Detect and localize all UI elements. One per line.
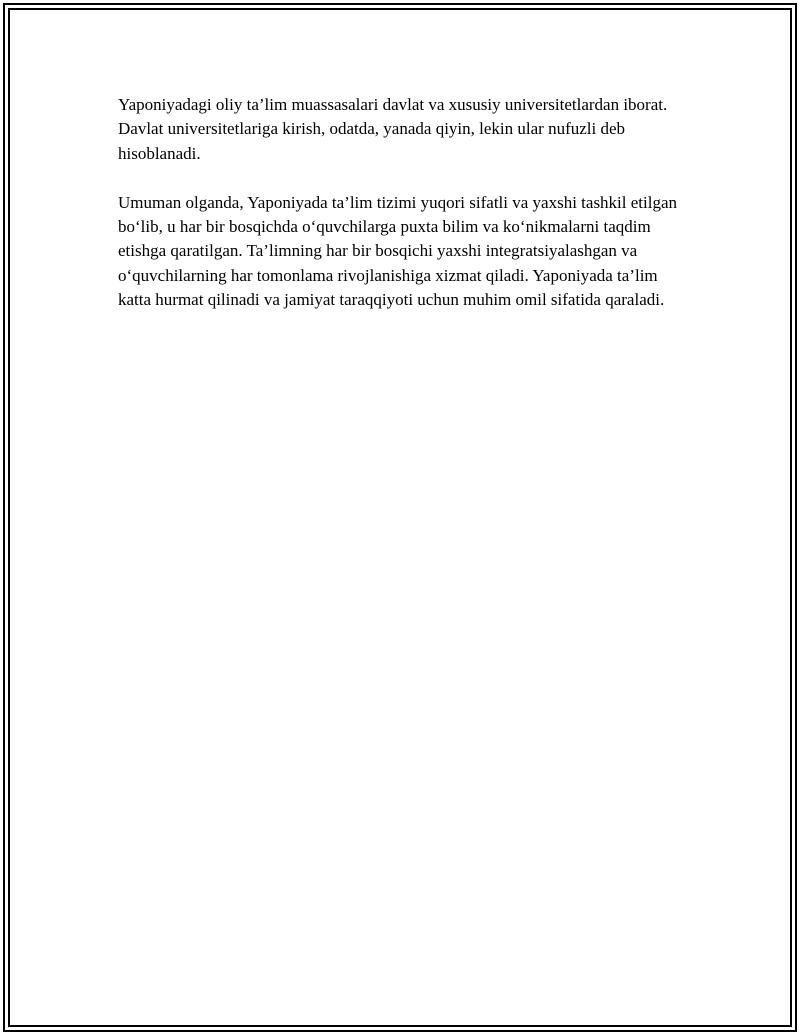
paragraph-2: Umuman olganda, Yaponiyada ta’lim tizimi yuqori sifatli va yaxshi tashkil etilgan bo‘lib, u har bir bosqichda o‘quvchilarga puxta bilim va ko‘nikmalarni taqdim etishga qaratilgan. Ta’limning har bir bosqichi yaxshi integratsiyalashgan va o‘quvchilarning har tomonlama rivojlanishiga xizmat qiladi. Yaponiyada ta’lim katta hurmat qilinadi va jamiyat taraqqiyoti uchun muhim omil sifatida qaraladi.: [118, 192, 678, 310]
paragraph-1: Yaponiyadagi oliy ta’lim muassasalari davlat va xususiy universitetlardan iborat. Davlat universitetlariga kirish, odatda, yanada qiyin, lekin ular nufuzli deb hisoblanadi.: [118, 95, 668, 163]
document-body: [118, 93, 688, 337]
